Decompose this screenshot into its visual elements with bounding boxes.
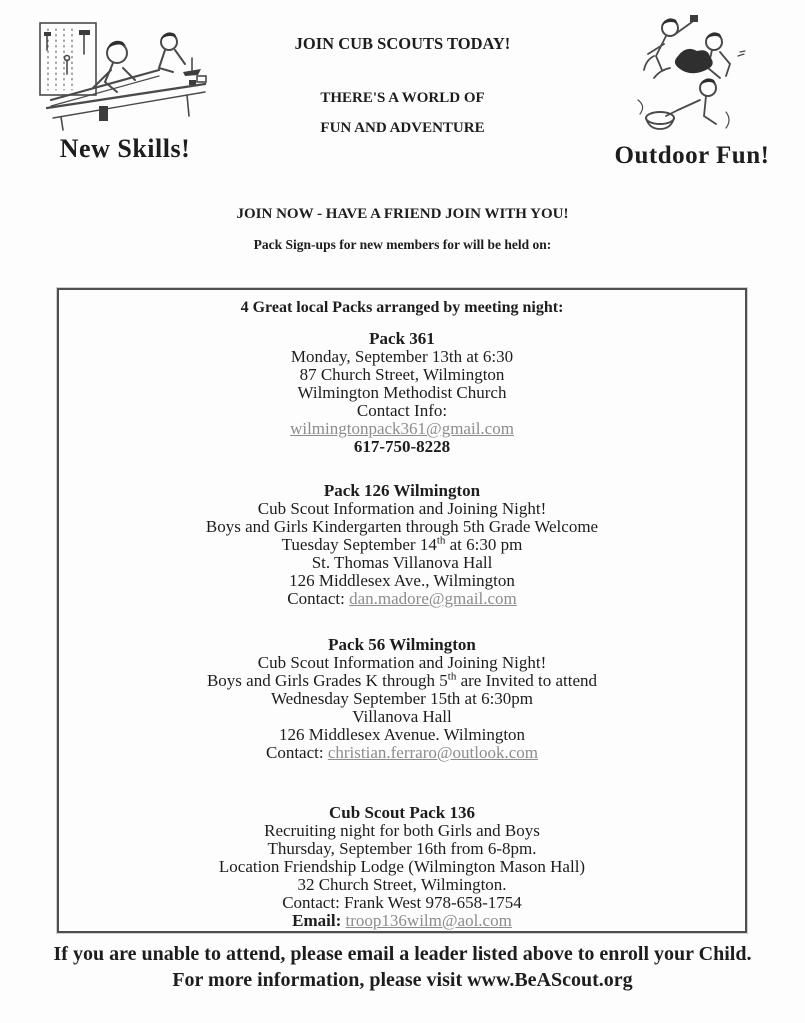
pack-361-venue: Wilmington Methodist Church [297,383,507,402]
signups-line: Pack Sign-ups for new members for will be held on: [253,237,552,252]
pack-126-date [71,536,733,554]
pack-136-location: Location Friendship Lodge (Wilmington Mason Hall) [218,857,586,876]
packs-box-title: 4 Great local Packs arranged by meeting night: [240,299,564,316]
pack-56-name: Pack 56 Wilmington [328,635,476,654]
pack-section-126 [71,482,733,608]
pack-136-email-link[interactable]: troop136wilm@aol.com [345,911,512,930]
packs-box [57,288,747,933]
outdoor-fun-caption: Outdoor Fun! [614,142,770,169]
pack-361-address: 87 Church Street, Wilmington [299,365,505,384]
pack-126-address: 126 Middlesex Ave., Wilmington [289,571,515,590]
scouts-campfire-clipart [594,12,790,140]
pack-126-venue: St. Thomas Villanova Hall [311,553,493,572]
pack-56-grades-post: are Invited to attend [456,671,598,690]
pack-56-date: Wednesday September 15th at 6:30pm [270,689,534,708]
footer-line-1: If you are unable to attend, please email a leader listed above to enroll your Child. [53,943,752,965]
pack-126-date-ordinal: th [436,534,446,547]
new-skills-caption: New Skills! [59,134,191,163]
footer-line-2: For more information, please visit www.BeAScout.org [172,969,633,991]
flyer-subtitle-2: FUN AND ADVENTURE [320,120,485,136]
pack-136-email-label: Email: [292,911,346,930]
pack-56-contact-line [71,744,733,762]
pack-126-contact-line [71,590,733,608]
pack-361-email-link[interactable]: wilmingtonpack361@gmail.com [290,419,514,438]
pack-136-event: Recruiting night for both Girls and Boys [264,821,540,840]
pack-section-361 [71,330,733,456]
pack-56-venue: Villanova Hall [352,707,452,726]
pack-126-contact-label: Contact: [287,589,350,608]
header-right-block [594,12,790,170]
pack-361-contact-label: Contact Info: [356,401,448,420]
pack-361-meeting: Monday, September 13th at 6:30 [290,347,514,366]
flyer-title: JOIN CUB SCOUTS TODAY! [294,34,511,53]
pack-361-email-line [71,420,733,438]
flyer-subtitle-1: THERE'S A WORLD OF [320,90,485,106]
pack-126-date-pre: Tuesday September 14 [281,535,437,554]
pack-56-event: Cub Scout Information and Joining Night! [257,653,547,672]
pack-section-56 [71,636,733,762]
pack-56-grades [71,672,733,690]
pack-136-date: Thursday, September 16th from 6-8pm. [267,839,537,858]
pack-56-address: 126 Middlesex Avenue. Wilmington [278,725,526,744]
pack-56-email-link[interactable]: christian.ferraro@outlook.com [327,743,538,762]
pack-136-contact: Contact: Frank West 978-658-1754 [282,893,522,912]
header-center-block [160,34,645,137]
intro-block [0,206,805,253]
pack-126-grades: Boys and Girls Kindergarten through 5th Grade Welcome [205,517,599,536]
join-now-line: JOIN NOW - HAVE A FRIEND JOIN WITH YOU! [236,206,569,222]
pack-section-136 [71,804,733,930]
pack-361-phone: 617-750-8228 [353,437,451,456]
pack-361-name: Pack 361 [369,329,435,348]
pack-136-address: 32 Church Street, Wilmington. [297,875,507,894]
pack-56-grades-pre: Boys and Girls Grades K through 5 [206,671,448,690]
pack-56-contact-label: Contact: [265,743,328,762]
footer-block [0,941,805,993]
pack-126-event: Cub Scout Information and Joining Night! [257,499,547,518]
pack-126-email-link[interactable]: dan.madore@gmail.com [349,589,517,608]
pack-136-name: Cub Scout Pack 136 [329,803,475,822]
pack-126-date-post: at 6:30 pm [445,535,523,554]
pack-136-email-line [71,912,733,930]
pack-126-name: Pack 126 Wilmington [323,481,481,500]
pack-56-grades-ordinal: th [447,670,457,683]
